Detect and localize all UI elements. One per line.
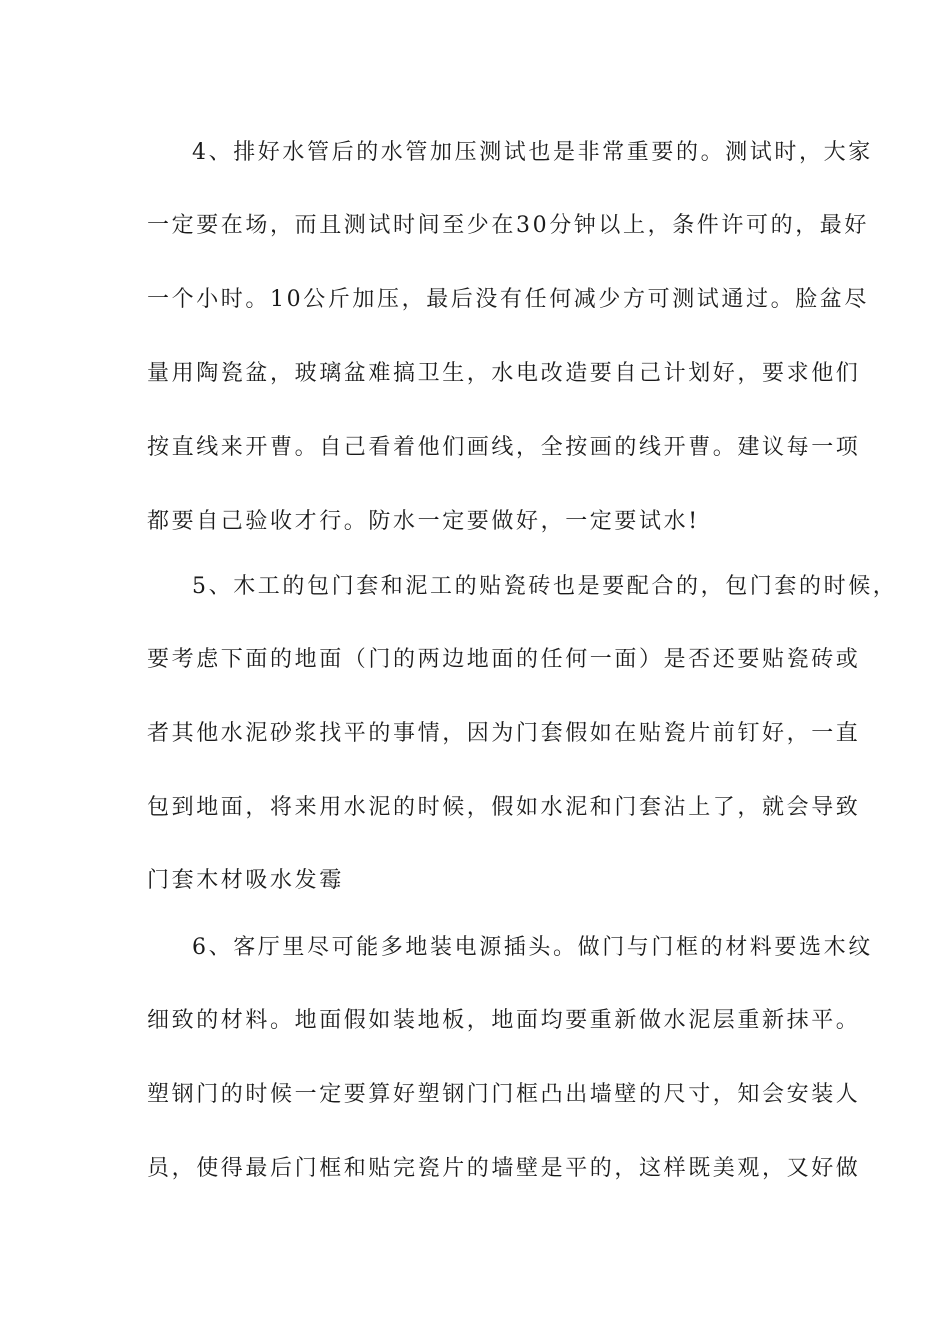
paragraph-6-line-3: 塑钢门的时候一定要算好塑钢门门框凸出墙壁的尺寸，知会安装人 [147,1082,861,1107]
paragraph-5-line-3: 者其他水泥砂浆找平的事情，因为门套假如在贴瓷片前钉好，一直 [147,721,861,746]
paragraph-4-line-4: 量用陶瓷盆，玻璃盆难搞卫生，水电改造要自己计划好，要求他们 [147,361,861,386]
paragraph-5-line-4: 包到地面，将来用水泥的时候，假如水泥和门套沾上了，就会导致 [147,795,861,820]
paragraph-6-line-2: 细致的材料。地面假如装地板，地面均要重新做水泥层重新抹平。 [147,1008,861,1033]
paragraph-4-line-2: 一定要在场，而且测试时间至少在30分钟以上，条件许可的，最好 [147,213,869,238]
paragraph-4-line-6: 都要自己验收才行。防水一定要做好，一定要试水! [147,509,700,534]
paragraph-6-line-4: 员，使得最后门框和贴完瓷片的墙壁是平的，这样既美观，又好做 [147,1156,861,1181]
paragraph-5-line-5: 门套木材吸水发霉 [147,868,344,893]
paragraph-6-line-1: 6、客厅里尽可能多地装电源插头。做门与门框的材料要选木纹 [192,935,873,960]
paragraph-4-line-1: 4、排好水管后的水管加压测试也是非常重要的。测试时，大家 [192,140,873,165]
paragraph-4-line-3: 一个小时。10公斤加压，最后没有任何减少方可测试通过。脸盆尽 [147,287,869,312]
paragraph-5-line-1: 5、木工的包门套和泥工的贴瓷砖也是要配合的，包门套的时候， [192,574,898,599]
paragraph-4-line-5: 按直线来开曹。自己看着他们画线，全按画的线开曹。建议每一项 [147,435,861,460]
paragraph-5-line-2: 要考虑下面的地面（门的两边地面的任何一面）是否还要贴瓷砖或 [147,647,861,672]
